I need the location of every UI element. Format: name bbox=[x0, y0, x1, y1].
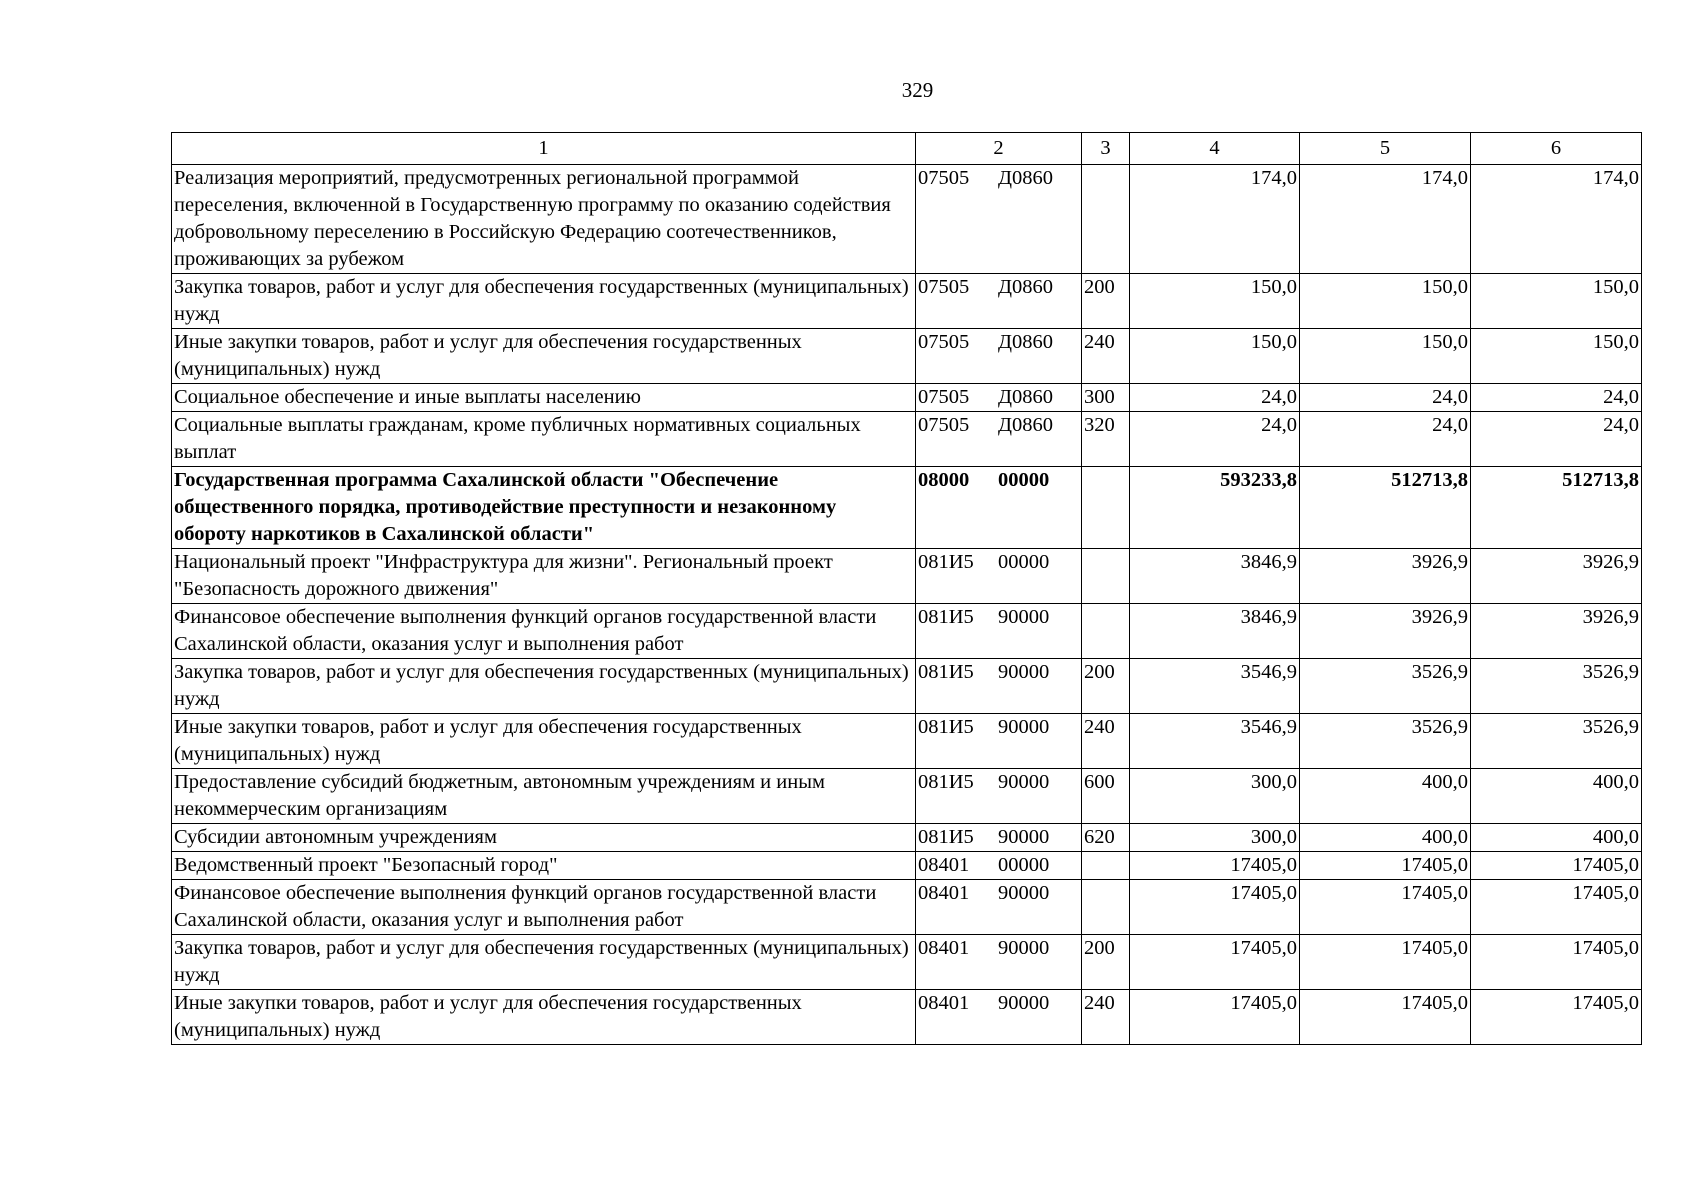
row-value-col5: 3526,9 bbox=[1300, 714, 1471, 769]
row-name: Субсидии автономным учреждениям bbox=[172, 824, 916, 852]
row-value-col5: 174,0 bbox=[1300, 165, 1471, 274]
row-name: Закупка товаров, работ и услуг для обеспечения государственных (муниципальных) нужд bbox=[172, 659, 916, 714]
row-direction-code: 00000 bbox=[998, 469, 1050, 491]
row-value-col5: 17405,0 bbox=[1300, 990, 1471, 1045]
table-row bbox=[172, 935, 1642, 990]
table-row bbox=[172, 384, 1642, 412]
row-value-col5: 512713,8 bbox=[1300, 467, 1471, 549]
row-name: Социальные выплаты гражданам, кроме публичных нормативных социальных выплат bbox=[172, 412, 916, 467]
row-value-col6: 512713,8 bbox=[1471, 467, 1642, 549]
header-cell-6: 6 bbox=[1471, 133, 1642, 165]
row-target-code bbox=[916, 467, 1082, 549]
row-direction-code: 00000 bbox=[998, 551, 1050, 573]
row-value-col4: 300,0 bbox=[1130, 769, 1300, 824]
row-expense-type: 320 bbox=[1082, 412, 1130, 467]
row-program-code: 081И5 bbox=[918, 826, 974, 848]
table-row bbox=[172, 824, 1642, 852]
table-row bbox=[172, 329, 1642, 384]
row-target-code bbox=[916, 604, 1082, 659]
row-value-col5: 150,0 bbox=[1300, 274, 1471, 329]
row-value-col5: 3526,9 bbox=[1300, 659, 1471, 714]
budget-table bbox=[171, 132, 1642, 1045]
row-name: Закупка товаров, работ и услуг для обеспечения государственных (муниципальных) нужд bbox=[172, 935, 916, 990]
row-value-col5: 3926,9 bbox=[1300, 549, 1471, 604]
row-value-col6: 17405,0 bbox=[1471, 935, 1642, 990]
page-number: 329 bbox=[901, 78, 934, 102]
row-target-code bbox=[916, 659, 1082, 714]
row-program-code: 081И5 bbox=[918, 551, 974, 573]
row-value-col5: 3926,9 bbox=[1300, 604, 1471, 659]
row-value-col4: 593233,8 bbox=[1130, 467, 1300, 549]
row-expense-type bbox=[1082, 467, 1130, 549]
row-name: Иные закупки товаров, работ и услуг для обеспечения государственных (муниципальных) нужд bbox=[172, 990, 916, 1045]
row-value-col6: 400,0 bbox=[1471, 824, 1642, 852]
table-row bbox=[172, 467, 1642, 549]
row-target-code bbox=[916, 714, 1082, 769]
row-value-col6: 3526,9 bbox=[1471, 659, 1642, 714]
row-program-code: 07505 bbox=[918, 414, 970, 436]
row-name: Реализация мероприятий, предусмотренных региональной программой переселения, включенной в Государственную программу по оказанию содействия добровольному переселению в Российскую Федерацию соотечественников, проживающих за рубежом bbox=[172, 165, 916, 274]
row-expense-type bbox=[1082, 604, 1130, 659]
row-program-code: 081И5 bbox=[918, 606, 974, 628]
row-expense-type bbox=[1082, 165, 1130, 274]
row-direction-code: 00000 bbox=[998, 854, 1050, 876]
row-value-col4: 300,0 bbox=[1130, 824, 1300, 852]
row-value-col5: 400,0 bbox=[1300, 769, 1471, 824]
row-name: Иные закупки товаров, работ и услуг для обеспечения государственных (муниципальных) нужд bbox=[172, 714, 916, 769]
row-value-col4: 24,0 bbox=[1130, 384, 1300, 412]
row-target-code bbox=[916, 549, 1082, 604]
row-target-code bbox=[916, 274, 1082, 329]
row-program-code: 081И5 bbox=[918, 771, 974, 793]
row-program-code: 081И5 bbox=[918, 661, 974, 683]
row-value-col6: 150,0 bbox=[1471, 274, 1642, 329]
header-cell-1: 1 bbox=[172, 133, 916, 165]
row-program-code: 08401 bbox=[918, 854, 970, 876]
row-value-col4: 150,0 bbox=[1130, 329, 1300, 384]
row-name: Предоставление субсидий бюджетным, автономным учреждениям и иным некоммерческим организациям bbox=[172, 769, 916, 824]
row-value-col4: 174,0 bbox=[1130, 165, 1300, 274]
row-target-code bbox=[916, 824, 1082, 852]
row-target-code bbox=[916, 990, 1082, 1045]
row-direction-code: 90000 bbox=[998, 661, 1050, 683]
row-direction-code: 90000 bbox=[998, 606, 1050, 628]
row-value-col6: 17405,0 bbox=[1471, 990, 1642, 1045]
row-expense-type: 240 bbox=[1082, 714, 1130, 769]
row-expense-type bbox=[1082, 880, 1130, 935]
row-target-code bbox=[916, 384, 1082, 412]
row-expense-type: 300 bbox=[1082, 384, 1130, 412]
table-row bbox=[172, 880, 1642, 935]
row-value-col6: 174,0 bbox=[1471, 165, 1642, 274]
row-value-col5: 150,0 bbox=[1300, 329, 1471, 384]
row-value-col4: 17405,0 bbox=[1130, 880, 1300, 935]
table-row bbox=[172, 990, 1642, 1045]
row-expense-type: 200 bbox=[1082, 659, 1130, 714]
row-name: Национальный проект "Инфраструктура для жизни". Региональный проект "Безопасность дорожного движения" bbox=[172, 549, 916, 604]
row-value-col4: 17405,0 bbox=[1130, 990, 1300, 1045]
row-name: Ведомственный проект "Безопасный город" bbox=[172, 852, 916, 880]
row-value-col6: 17405,0 bbox=[1471, 880, 1642, 935]
row-program-code: 08401 bbox=[918, 937, 970, 959]
table-header-row bbox=[172, 133, 1642, 165]
row-program-code: 081И5 bbox=[918, 716, 974, 738]
row-direction-code: 90000 bbox=[998, 771, 1050, 793]
row-direction-code: Д0860 bbox=[998, 276, 1053, 298]
row-direction-code: Д0860 bbox=[998, 414, 1053, 436]
row-direction-code: Д0860 bbox=[998, 331, 1053, 353]
table-row bbox=[172, 165, 1642, 274]
row-target-code bbox=[916, 165, 1082, 274]
row-target-code bbox=[916, 880, 1082, 935]
row-value-col6: 24,0 bbox=[1471, 412, 1642, 467]
row-program-code: 08000 bbox=[918, 469, 970, 491]
row-value-col6: 3926,9 bbox=[1471, 549, 1642, 604]
row-name: Финансовое обеспечение выполнения функций органов государственной власти Сахалинской области, оказания услуг и выполнения работ bbox=[172, 604, 916, 659]
row-direction-code: 90000 bbox=[998, 716, 1050, 738]
row-value-col4: 3846,9 bbox=[1130, 549, 1300, 604]
row-name: Финансовое обеспечение выполнения функций органов государственной власти Сахалинской области, оказания услуг и выполнения работ bbox=[172, 880, 916, 935]
row-value-col4: 3546,9 bbox=[1130, 659, 1300, 714]
row-value-col4: 24,0 bbox=[1130, 412, 1300, 467]
row-value-col6: 3526,9 bbox=[1471, 714, 1642, 769]
header-cell-4: 4 bbox=[1130, 133, 1300, 165]
row-expense-type: 620 bbox=[1082, 824, 1130, 852]
table-row bbox=[172, 549, 1642, 604]
row-direction-code: 90000 bbox=[998, 937, 1050, 959]
row-name: Иные закупки товаров, работ и услуг для обеспечения государственных (муниципальных) нужд bbox=[172, 329, 916, 384]
row-name: Закупка товаров, работ и услуг для обеспечения государственных (муниципальных) нужд bbox=[172, 274, 916, 329]
row-value-col4: 3546,9 bbox=[1130, 714, 1300, 769]
row-direction-code: Д0860 bbox=[998, 386, 1053, 408]
row-expense-type bbox=[1082, 549, 1130, 604]
header-cell-2: 2 bbox=[916, 133, 1082, 165]
row-target-code bbox=[916, 935, 1082, 990]
row-expense-type bbox=[1082, 852, 1130, 880]
row-name: Социальное обеспечение и иные выплаты населению bbox=[172, 384, 916, 412]
table-row bbox=[172, 714, 1642, 769]
row-value-col5: 17405,0 bbox=[1300, 880, 1471, 935]
header-cell-3: 3 bbox=[1082, 133, 1130, 165]
row-value-col5: 24,0 bbox=[1300, 412, 1471, 467]
row-target-code bbox=[916, 329, 1082, 384]
table-body bbox=[172, 165, 1642, 1045]
row-target-code bbox=[916, 769, 1082, 824]
row-value-col4: 17405,0 bbox=[1130, 935, 1300, 990]
row-program-code: 08401 bbox=[918, 882, 970, 904]
row-expense-type: 240 bbox=[1082, 329, 1130, 384]
table-row bbox=[172, 604, 1642, 659]
row-value-col5: 17405,0 bbox=[1300, 935, 1471, 990]
row-value-col5: 24,0 bbox=[1300, 384, 1471, 412]
row-program-code: 08401 bbox=[918, 992, 970, 1014]
row-expense-type: 200 bbox=[1082, 274, 1130, 329]
row-target-code bbox=[916, 412, 1082, 467]
row-program-code: 07505 bbox=[918, 167, 970, 189]
row-value-col4: 3846,9 bbox=[1130, 604, 1300, 659]
row-value-col5: 400,0 bbox=[1300, 824, 1471, 852]
row-program-code: 07505 bbox=[918, 331, 970, 353]
row-value-col4: 150,0 bbox=[1130, 274, 1300, 329]
row-target-code bbox=[916, 852, 1082, 880]
row-direction-code: Д0860 bbox=[998, 167, 1053, 189]
row-expense-type: 200 bbox=[1082, 935, 1130, 990]
row-value-col6: 3926,9 bbox=[1471, 604, 1642, 659]
row-expense-type: 600 bbox=[1082, 769, 1130, 824]
row-expense-type: 240 bbox=[1082, 990, 1130, 1045]
row-value-col6: 150,0 bbox=[1471, 329, 1642, 384]
row-direction-code: 90000 bbox=[998, 992, 1050, 1014]
table-row bbox=[172, 769, 1642, 824]
table-row bbox=[172, 852, 1642, 880]
row-value-col6: 24,0 bbox=[1471, 384, 1642, 412]
header-cell-5: 5 bbox=[1300, 133, 1471, 165]
row-value-col5: 17405,0 bbox=[1300, 852, 1471, 880]
row-program-code: 07505 bbox=[918, 276, 970, 298]
row-program-code: 07505 bbox=[918, 386, 970, 408]
row-direction-code: 90000 bbox=[998, 826, 1050, 848]
table-row bbox=[172, 659, 1642, 714]
row-direction-code: 90000 bbox=[998, 882, 1050, 904]
row-value-col6: 400,0 bbox=[1471, 769, 1642, 824]
row-value-col4: 17405,0 bbox=[1130, 852, 1300, 880]
row-name: Государственная программа Сахалинской области "Обеспечение общественного порядка, противодействие преступности и незаконному обороту наркотиков в Сахалинской области" bbox=[172, 467, 916, 549]
table-row bbox=[172, 274, 1642, 329]
row-value-col6: 17405,0 bbox=[1471, 852, 1642, 880]
table-row bbox=[172, 412, 1642, 467]
